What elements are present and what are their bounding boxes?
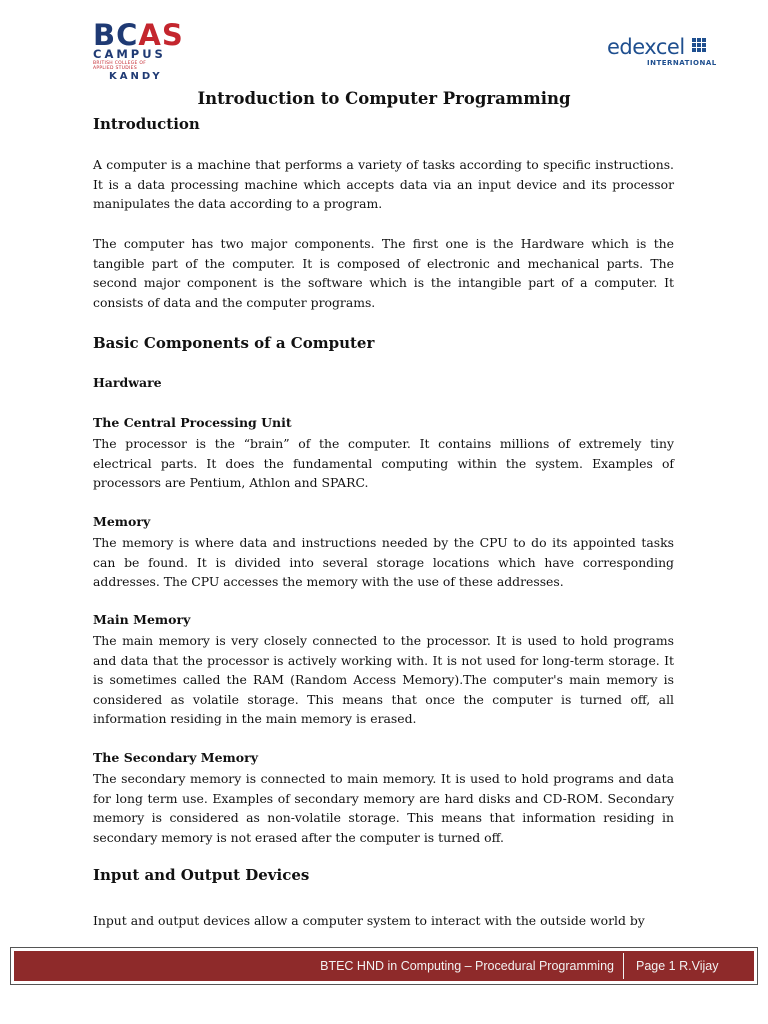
bcas-logo-tagline-1: BRITISH COLLEGE OF <box>93 61 147 66</box>
paragraph-introduction-2: The computer has two major components. The first one is the Hardware which is the tangible part of the computer. It is composed of electronic and mechanical parts. The second major component is the software which is the intangible part of a computer. It consists of data and the computer programs. <box>93 236 674 310</box>
footer-bar <box>14 951 754 981</box>
paragraph-introduction-1: A computer is a machine that performs a variety of tasks according to specific instructions. It is a data processing machine which accepts data via an input device and its processor manipulates the data according to a program. <box>93 157 674 212</box>
paragraph-secondary-memory: The secondary memory is connected to main memory. It is used to hold programs and data for long term use. Examples of secondary memory are hard disks and CD-ROM. Secondary memory is considered as non-volatile storage. This means that information residing in secondary memory is not erased after the computer is turned off. <box>93 771 674 845</box>
edexcel-subtitle: INTERNATIONAL <box>647 59 717 67</box>
edexcel-wordmark: edexcel <box>607 35 685 59</box>
bcas-campus-logo <box>93 18 185 84</box>
footer-page-number: Page 1 R.Vijay <box>636 959 719 973</box>
heading-basic-components: Basic Components of a Computer <box>93 334 375 352</box>
paragraph-input-output: Input and output devices allow a computer system to interact with the outside world by <box>93 913 645 928</box>
paragraph-cpu: The processor is the “brain” of the computer. It contains millions of extremely tiny electrical parts. It does the fundamental computing within the system. Examples of processors are Pentium, Athlon and SPARC. <box>93 436 674 491</box>
heading-main-memory: Main Memory <box>93 612 191 627</box>
bcas-logo-city: KANDY <box>109 71 163 82</box>
grid-squares-icon <box>692 38 710 56</box>
footer-divider <box>623 953 624 979</box>
heading-memory: Memory <box>93 514 151 529</box>
heading-secondary-memory: The Secondary Memory <box>93 750 258 765</box>
bcas-logo-tagline-2: APPLIED STUDIES <box>93 66 137 71</box>
page-footer <box>10 947 758 985</box>
heading-introduction: Introduction <box>93 115 200 133</box>
bcas-logo-wordmark: BCAS <box>93 18 184 52</box>
bcas-logo-campus: CAMPUS <box>93 47 166 61</box>
paragraph-memory: The memory is where data and instructions needed by the CPU to do its appointed tasks can be found. It is divided into several storage locations which have corresponding addresses. The CPU accesses the memory with the use of these addresses. <box>93 535 674 590</box>
edexcel-international-logo <box>607 37 729 71</box>
document-title: Introduction to Computer Programming <box>197 89 571 108</box>
footer-course-title: BTEC HND in Computing – Procedural Programming <box>320 959 614 973</box>
paragraph-main-memory: The main memory is very closely connected to the processor. It is used to hold programs and data that the processor is actively working with. It is not used for long-term storage. It is sometimes called the RAM (Random Access Memory).The computer's main memory is considered as volatile storage. This means that once the computer is turned off, all information residing in the main memory is erased. <box>93 633 674 727</box>
heading-cpu: The Central Processing Unit <box>93 415 292 430</box>
heading-hardware: Hardware <box>93 375 162 390</box>
heading-input-output: Input and Output Devices <box>93 866 310 884</box>
